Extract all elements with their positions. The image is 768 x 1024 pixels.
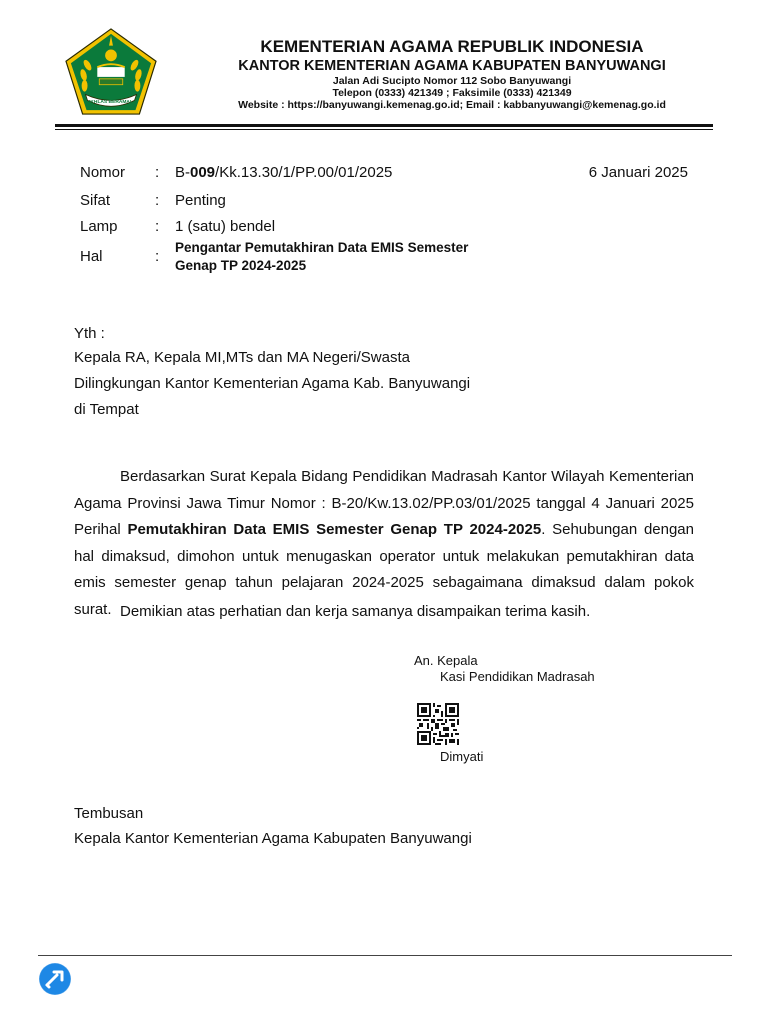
office-phone: Telepon (0333) 421349 ; Faksimile (0333) 421349 [332, 87, 572, 99]
signature-name: Dimyati [440, 749, 484, 764]
nomor-value [175, 164, 392, 181]
recipient-line-2: Dilingkungan Kantor Kementerian Agama Kab. Banyuwangi [74, 375, 471, 392]
signature-role: An. Kepala [414, 653, 478, 668]
sifat-colon: : [155, 192, 160, 209]
lamp-colon: : [155, 218, 160, 235]
salutation: Yth : [74, 325, 105, 342]
hal-colon: : [155, 248, 160, 265]
nomor-rest: /Kk.13.30/1/PP.00/01/2025 [215, 164, 393, 181]
office-title: KANTOR KEMENTERIAN AGAMA KABUPATEN BANYUWANGI [238, 58, 666, 74]
office-website-email: Website : https://banyuwangi.kemenag.go.id; Email : kabbanyuwangi@kemenag.go.id [238, 99, 666, 111]
body-text-1: Berdasarkan Surat Kepala Bidang Pendidikan Madrasah Kantor Wilayah Kementerian Agama Provinsi Jawa Timur Nomor : B-20/Kw.13.02/PP.03/01/2025 tanggal 4 Januari 2025 Perihal [74, 468, 694, 538]
nomor-label: Nomor [80, 164, 126, 181]
lamp-value: 1 (satu) bendel [175, 218, 276, 235]
lamp-label: Lamp [80, 218, 118, 235]
letter-date: 6 Januari 2025 [588, 164, 688, 181]
hal-line-1: Pengantar Pemutakhiran Data EMIS Semester [175, 240, 469, 255]
body-paragraph [74, 464, 694, 623]
office-address: Jalan Adi Sucipto Nomor 112 Sobo Banyuwangi [332, 75, 572, 87]
hal-value [175, 239, 535, 275]
kemenag-emblem-icon [62, 26, 160, 118]
nomor-number: 009 [190, 164, 216, 181]
recipient-line-3: di Tempat [74, 401, 139, 418]
letterhead-rule-thick [55, 124, 713, 127]
footer-rule [38, 955, 732, 956]
recipient-line-1: Kepala RA, Kepala MI,MTs dan MA Negeri/Swasta [74, 349, 410, 366]
hal-label: Hal [80, 248, 103, 265]
hal-line-2: Genap TP 2024-2025 [175, 258, 307, 273]
closing-sentence: Demikian atas perhatian dan kerja samanya disampaikan terima kasih. [120, 603, 591, 620]
qr-code-icon [417, 703, 459, 745]
cc-title: Tembusan [74, 805, 144, 822]
letterhead-rule-thin [55, 129, 713, 130]
cc-item: Kepala Kantor Kementerian Agama Kabupaten Banyuwangi [74, 830, 472, 847]
sifat-label: Sifat [80, 192, 111, 209]
svg-text:IKHLAS BERAMAL: IKHLAS BERAMAL [89, 99, 133, 105]
body-text-2: . Sehubungan dengan hal dimaksud, dimohon untuk menugaskan operator untuk melakukan pemutakhiran data emis semester genap tahun pelajaran 2024-2025 sebagaimana dimaksud dalam pokok surat. [74, 521, 694, 618]
sifat-value: Penting [175, 192, 226, 209]
nomor-colon: : [155, 164, 160, 181]
org-title: KEMENTERIAN AGAMA REPUBLIK INDONESIA [260, 37, 644, 56]
signature-department: Kasi Pendidikan Madrasah [440, 669, 595, 684]
scribd-logo-icon[interactable] [38, 962, 72, 996]
body-subject-bold: Pemutakhiran Data EMIS Semester Genap TP 2024-2025 [127, 521, 542, 538]
nomor-prefix: B- [175, 164, 190, 181]
